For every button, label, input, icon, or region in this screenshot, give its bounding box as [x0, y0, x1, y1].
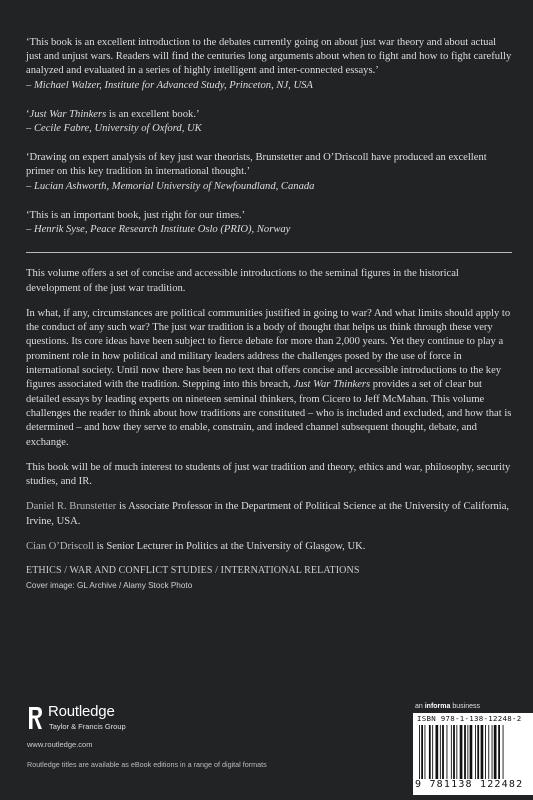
author-bio-brunstetter: Daniel R. Brunstetter is Associate Professor in the Department of Political Science at the University of California, Irvine, USA.	[26, 501, 510, 527]
endorsement-walzer	[26, 36, 512, 93]
description-audience: This book will be of much interest to students of just war tradition and theory, ethics and war, philosophy, security studies, and IR.	[26, 461, 511, 488]
author-name: Cian O’Driscoll	[26, 540, 94, 552]
endorsement-text: ‘Just War Thinkers is an excellent book.’	[26, 108, 200, 120]
publisher-footer	[0, 695, 533, 800]
publisher-group: Taylor & Francis Group	[49, 722, 126, 731]
cover-credit: Cover image: GL Archive / Alamy Stock Photo	[26, 581, 193, 591]
back-cover-content	[26, 36, 512, 590]
endorsement-text: ‘This is an important book, just right for our times.’	[26, 209, 246, 221]
endorsement-text: ‘This book is an excellent introduction to the debates currently going on about just war theory and about actual just and unjust wars. Readers will find the centuries long arguments about when to fight and how to fight carefully analyzed and evaluated in a series of highly intelligent and inter-connected essays.’	[26, 37, 512, 77]
endorsement-attribution: – Lucian Ashworth, Memorial University of Newfoundland, Canada	[26, 180, 315, 192]
section-divider	[26, 252, 512, 253]
book-title: Just War Thinkers	[29, 108, 107, 120]
isbn-label: ISBN 978-1-138-12248-2	[417, 714, 522, 723]
publisher-website: www.routledge.com	[27, 740, 93, 749]
description-intro: This volume offers a set of concise and accessible introductions to the seminal figures in the historical development of the just war tradition.	[26, 268, 459, 294]
endorsement-text: ‘Drawing on expert analysis of key just war theorists, Brunstetter and O’Driscoll have produced an excellent primer on this key tradition in international thought.’	[26, 152, 487, 178]
ebook-note: Routledge titles are available as eBook editions in a range of digital formats	[27, 760, 267, 769]
routledge-logo-icon	[27, 705, 44, 731]
publisher-name: Routledge	[48, 703, 115, 720]
endorsement-fabre	[26, 108, 512, 136]
endorsement-syse	[26, 209, 512, 237]
book-title: Just War Thinkers	[293, 379, 371, 391]
author-bio-odriscoll: Cian O’Driscoll is Senior Lecturer in Politics at the University of Glasgow, UK.	[26, 540, 366, 552]
isbn-barcode	[413, 713, 533, 795]
informa-business-label: an informa business	[415, 703, 480, 710]
endorsement-ashworth	[26, 151, 512, 194]
description-body: In what, if any, circumstances are political communities justified in going to war? And what limits should apply to the conduct of any such war? The just war tradition is a body of thought that helps us think through these very questions. Its core ideas have been subject to fierce debate for more than 2,000 years. Yet they continue to play a prominent role in how political and military leaders address the challenges posed by the use of force in international society. Until now there has been no text that offers concise and accessible introductions to the key figures associated with the tradition. Stepping into this breach, Just War Thinkers provides a set of clear but detailed essays by leading experts on nineteen seminal thinkers, from Cicero to Jeff McMahan. This volume challenges the reader to think about how traditions are constituted – who is included and excluded, and how that is determined – and how they serve to enable, constrain, and indeed channel subsequent thought, debate, and exchange.	[26, 307, 512, 448]
author-name: Daniel R. Brunstetter	[26, 501, 117, 513]
barcode-icon	[419, 725, 531, 779]
subject-categories: ETHICS / WAR AND CONFLICT STUDIES / INTERNATIONAL RELATIONS	[26, 565, 360, 577]
endorsement-attribution: – Michael Walzer, Institute for Advanced Study, Princeton, NJ, USA	[26, 79, 313, 91]
endorsement-attribution: – Henrik Syse, Peace Research Institute Oslo (PRIO), Norway	[26, 224, 291, 236]
endorsement-attribution: – Cecile Fabre, University of Oxford, UK	[26, 123, 202, 135]
isbn-digits: 9 781138 122482	[415, 779, 524, 790]
